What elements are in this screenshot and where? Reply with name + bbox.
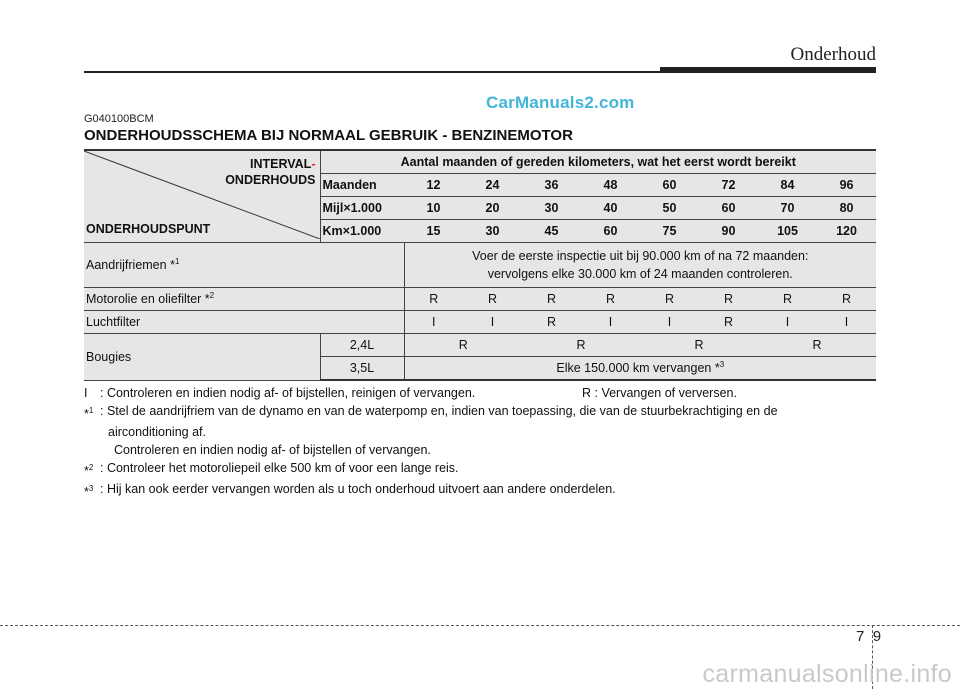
watermark-top: CarManuals2.com [486,93,635,112]
bougies-label: Bougies [84,334,320,381]
miles-cell: 80 [817,197,876,220]
maintenance-table [84,149,876,381]
miles-cell: 10 [404,197,463,220]
onderhouds-label: ONDERHOUDS [225,173,316,187]
note-i: I : Controleren en indien nodig af- of bijstellen, reinigen of vervangen. R : Vervangen of verversen. [84,386,737,400]
km-cell: 120 [817,220,876,243]
km-cell: 15 [404,220,463,243]
luchtfilter-cell: R [699,311,758,334]
aandrijfriemen-instruction: Voer de eerste inspectie uit bij 90.000 km of na 72 maanden: vervolgens elke 30.000 km of 24 maanden controleren. [404,243,876,288]
table-row [84,150,876,174]
table-row-motorolie [84,288,876,311]
km-cell: 30 [463,220,522,243]
motorolie-cell: R [758,288,817,311]
km-cell: 105 [758,220,817,243]
months-cell: 48 [581,174,640,197]
motorolie-cell: R [404,288,463,311]
header-rule-thick [660,67,876,73]
aandrijfriemen-label: Aandrijfriemen *$^1$ [84,243,404,288]
motorolie-cell: R [817,288,876,311]
interval-heading: Aantal maanden of gereden kilometers, wat het eerst wordt bereikt [320,150,876,174]
luchtfilter-cell: I [758,311,817,334]
note-2: *$^2$ : Controleer het motoroliepeil elke 500 km of voor een lange reis. [84,461,459,479]
months-label: Maanden [320,174,404,197]
km-cell: 60 [581,220,640,243]
bougies-24-cell: R [758,334,876,357]
miles-cell: 40 [581,197,640,220]
months-cell: 36 [522,174,581,197]
bougies-24-cell: R [640,334,758,357]
table-row-luchtfilter [84,311,876,334]
motorolie-cell: R [581,288,640,311]
note-1: *$^1$ : Stel de aandrijfriem van de dynamo en van de waterpomp en, indien van toepassing, die van de stuurbekrachtiging en de [84,404,778,422]
motorolie-label: Motorolie en oliefilter *$^2$ [84,288,404,311]
months-cell: 96 [817,174,876,197]
months-cell: 12 [404,174,463,197]
note-3: *$^3$ : Hij kan ook eerder vervangen worden als u toch onderhoud uitvoert aan andere onderdelen. [84,482,616,500]
interval-label: INTERVAL- [249,157,316,171]
months-cell: 24 [463,174,522,197]
notes [84,384,878,501]
bougies-24-cell: R [522,334,640,357]
luchtfilter-label: Luchtfilter [84,311,404,334]
page-title: ONDERHOUDSSCHEMA BIJ NORMAAL GEBRUIK - BENZINEMOTOR [84,127,573,144]
luchtfilter-cell: I [581,311,640,334]
miles-label: Mijl×1.000 [320,197,404,220]
luchtfilter-cell: I [463,311,522,334]
note-r: R : Vervangen of verversen. [582,386,737,400]
table-row-bougies-24 [84,334,876,357]
luchtfilter-cell: I [640,311,699,334]
miles-cell: 70 [758,197,817,220]
km-cell: 45 [522,220,581,243]
doc-code: G040100BCM [84,113,154,125]
footer-divider [0,625,960,626]
bougies-35-label: 3,5L [320,357,404,381]
section-title: Onderhoud [790,44,876,65]
luchtfilter-cell: R [522,311,581,334]
bougies-24-cell: R [404,334,522,357]
motorolie-cell: R [699,288,758,311]
km-label: Km×1.000 [320,220,404,243]
header-rule [84,71,660,73]
miles-cell: 50 [640,197,699,220]
motorolie-cell: R [463,288,522,311]
note-1-cont2: Controleren en indien nodig af- of bijstellen of vervangen. [114,443,431,458]
motorolie-cell: R [522,288,581,311]
months-cell: 84 [758,174,817,197]
bougies-35-instruction: Elke 150.000 km vervangen *$^3$ [404,357,876,381]
months-cell: 60 [640,174,699,197]
miles-cell: 30 [522,197,581,220]
footer-watermark: carmanualsonline.info [702,660,952,688]
note-1-cont: airconditioning af. [108,425,206,440]
miles-cell: 20 [463,197,522,220]
km-cell: 90 [699,220,758,243]
months-cell: 72 [699,174,758,197]
luchtfilter-cell: I [817,311,876,334]
onderhoudspunt-label: ONDERHOUDSPUNT [86,222,211,236]
motorolie-cell: R [640,288,699,311]
miles-cell: 60 [699,197,758,220]
table-row-aandrijfriemen [84,243,876,288]
page-number: 7 9 [856,628,882,645]
table-corner-cell [84,150,320,243]
bougies-24-label: 2,4L [320,334,404,357]
km-cell: 75 [640,220,699,243]
luchtfilter-cell: I [404,311,463,334]
